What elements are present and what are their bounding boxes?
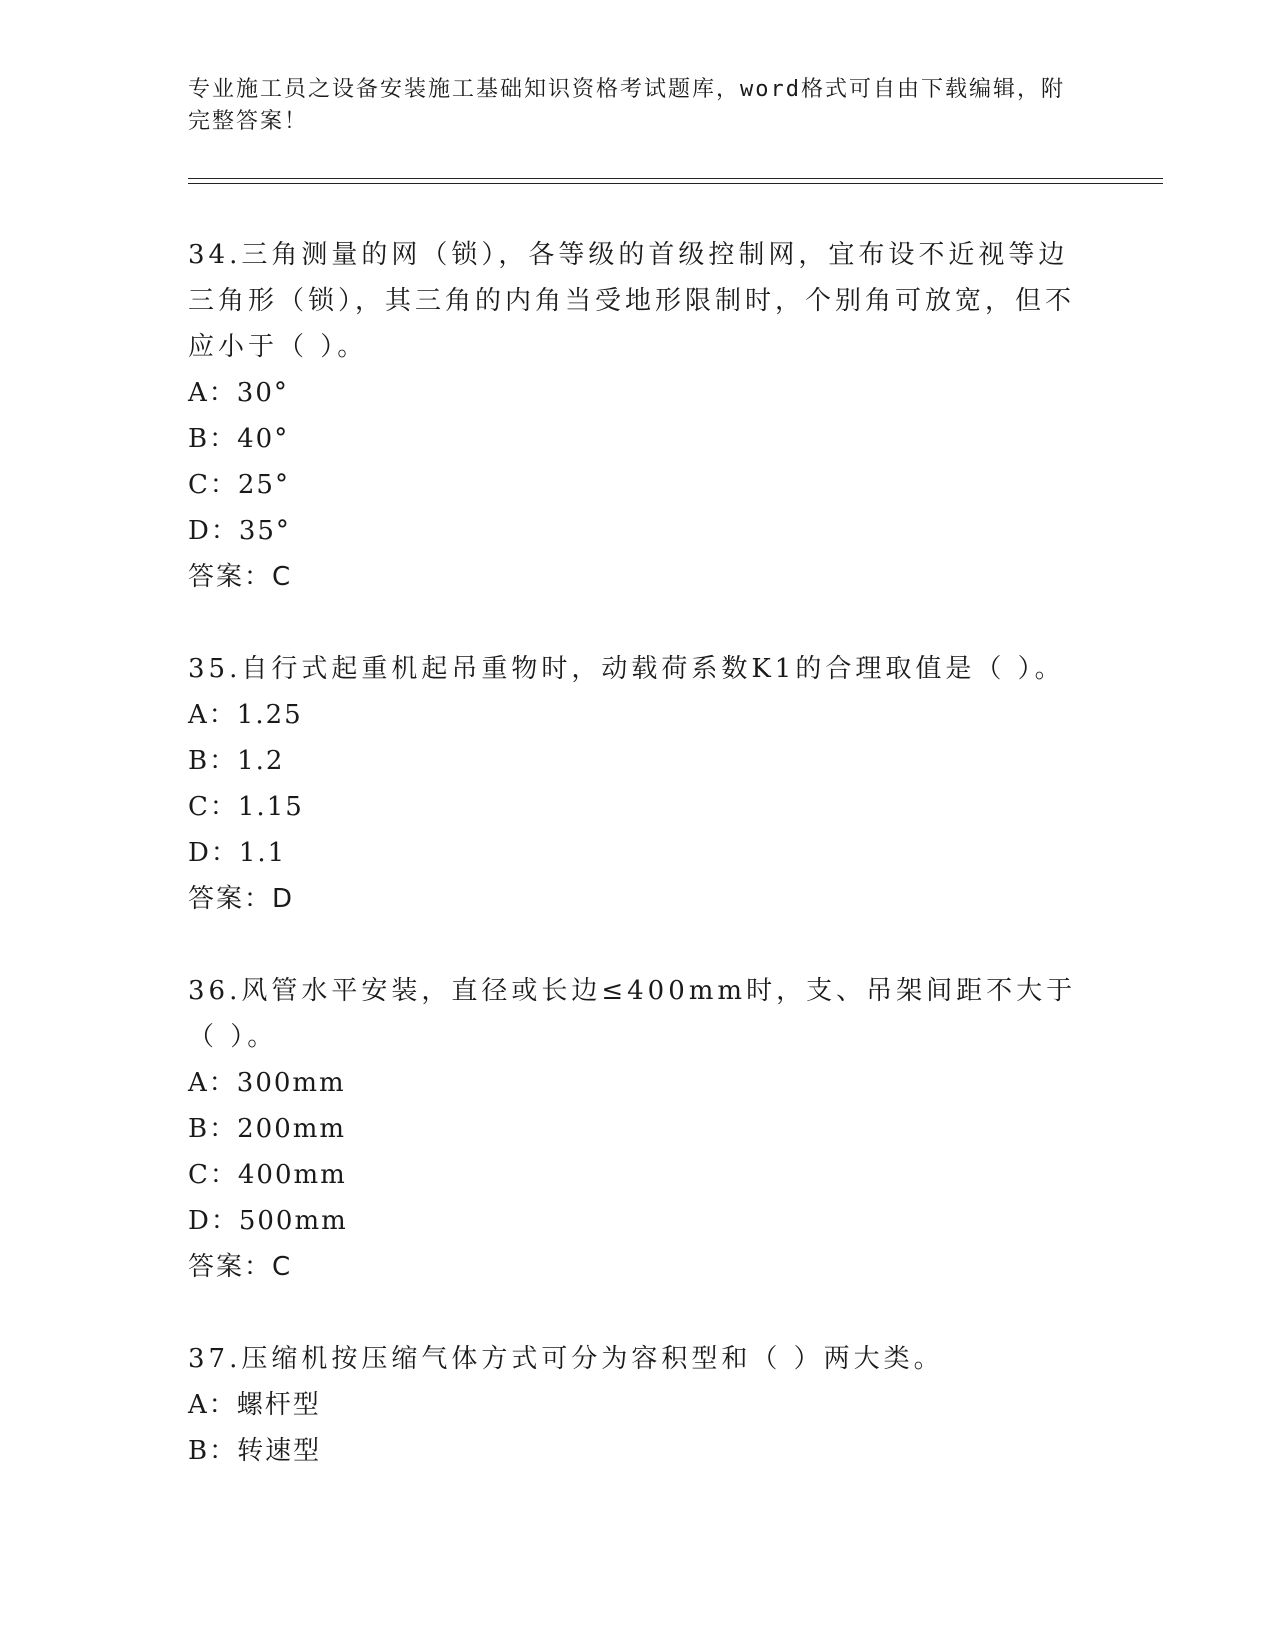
option-b: B：1.2 <box>188 746 285 776</box>
option-a: A：30° <box>188 378 289 408</box>
option-a: A：300mm <box>188 1068 346 1098</box>
question-36 <box>188 968 1088 1290</box>
question-stem: 34.三角测量的网（锁），各等级的首级控制网，宜布设不近视等边三角形（锁），其三角的内角当受地形限制时，个别角可放宽，但不应小于（ ）。 <box>188 240 1076 362</box>
question-stem: 36.风管水平安装，直径或长边≤400mm时，支、吊架间距不大于（ ）。 <box>188 976 1077 1052</box>
header-divider-bottom <box>188 183 1163 184</box>
question-37 <box>188 1336 1088 1474</box>
option-b: B：200mm <box>188 1114 347 1144</box>
answer: 答案：C <box>188 1252 293 1282</box>
option-a: A：螺杆型 <box>188 1390 321 1420</box>
header-divider-top <box>188 178 1163 179</box>
option-b: B：40° <box>188 424 290 454</box>
question-stem: 37.压缩机按压缩气体方式可分为容积型和（ ）两大类。 <box>188 1344 944 1374</box>
option-c: C：400mm <box>188 1160 347 1190</box>
question-34 <box>188 232 1088 600</box>
question-stem: 35.自行式起重机起吊重物时，动载荷系数K1的合理取值是（ ）。 <box>188 654 1065 684</box>
option-d: D：35° <box>188 516 291 546</box>
option-a: A：1.25 <box>188 700 303 730</box>
option-c: C：1.15 <box>188 792 304 822</box>
option-d: D：1.1 <box>188 838 287 868</box>
answer: 答案：D <box>188 884 295 914</box>
option-b: B：转速型 <box>188 1436 322 1466</box>
question-35 <box>188 646 1088 922</box>
answer: 答案：C <box>188 562 293 592</box>
option-c: C：25° <box>188 470 290 500</box>
document-header: 专业施工员之设备安装施工基础知识资格考试题库，word格式可自由下载编辑，附完整答案！ <box>188 77 1065 134</box>
option-d: D：500mm <box>188 1206 348 1236</box>
